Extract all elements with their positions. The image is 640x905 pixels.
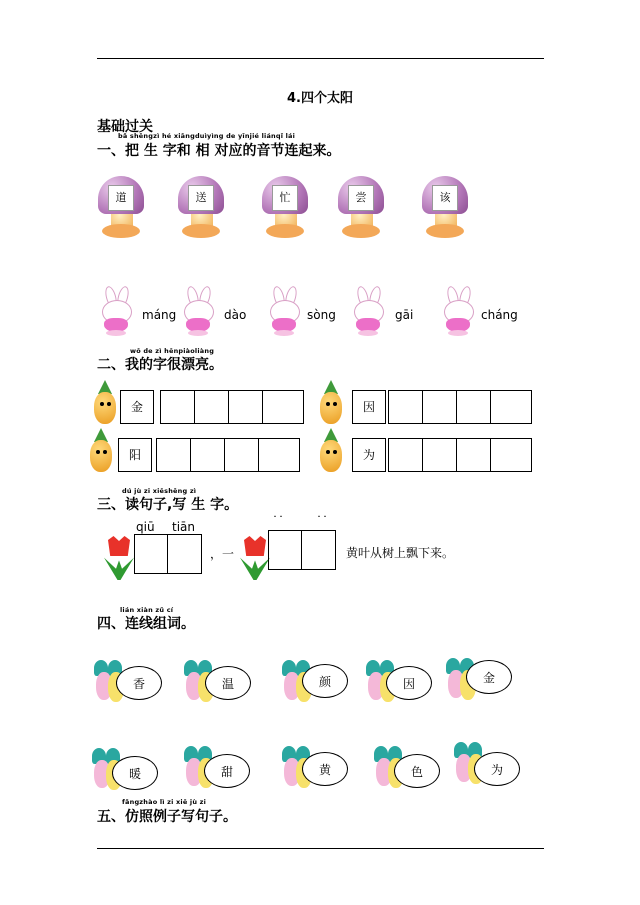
word-oval[interactable]: 黄: [302, 752, 348, 786]
mushroom-card[interactable]: [262, 176, 308, 240]
top-rule: [97, 58, 544, 59]
bottom-rule: [97, 848, 544, 849]
syllable[interactable]: sòng: [307, 308, 336, 322]
mushroom-char: 忙: [272, 185, 298, 211]
word-oval[interactable]: 暖: [112, 756, 158, 790]
section1-pinyin: bǎ shēngzì hé xiāngduìyìng de yīnjié liánqǐ lái: [118, 132, 296, 140]
word-oval[interactable]: 色: [394, 754, 440, 788]
pineapple-icon: [88, 428, 114, 476]
writing-grid[interactable]: [388, 390, 532, 424]
pinyin-tian: tiān: [172, 520, 195, 534]
syllable[interactable]: cháng: [481, 308, 518, 322]
word-oval[interactable]: 为: [474, 752, 520, 786]
mushroom-card[interactable]: [178, 176, 224, 240]
section3-pinyin: dú jù zi xiěshēng zì: [122, 487, 197, 495]
tulip-icon: [104, 536, 134, 580]
pineapple-icon: [92, 380, 118, 428]
pineapple-icon: [318, 428, 344, 476]
mushroom-char: 尝: [348, 185, 374, 211]
section2-pinyin: wǒ de zì hěnpiàoliàng: [130, 347, 215, 355]
model-char: 为: [352, 438, 386, 472]
syllable[interactable]: máng: [142, 308, 177, 322]
mushroom-char: 道: [108, 185, 134, 211]
writing-grid[interactable]: [388, 438, 532, 472]
writing-grid[interactable]: [160, 390, 304, 424]
section3-heading: 三、读句子,写 生 字。: [97, 497, 239, 513]
mushroom-card[interactable]: [98, 176, 144, 240]
model-char: 因: [352, 390, 386, 424]
section4-pinyin: lián xiàn zǔ cí: [120, 606, 174, 614]
section2-heading: 二、我的字很漂亮。: [97, 357, 223, 373]
word-oval[interactable]: 颜: [302, 664, 348, 698]
bunny-icon: [438, 286, 478, 336]
mushroom-card[interactable]: [422, 176, 468, 240]
tulip-icon: [240, 536, 270, 580]
section4-heading: 四、连线组词。: [97, 616, 195, 632]
mushroom-char: 该: [432, 185, 458, 211]
word-oval[interactable]: 金: [466, 660, 512, 694]
bunny-icon: [348, 286, 388, 336]
bunny-icon: [178, 286, 218, 336]
word-oval[interactable]: 香: [116, 666, 162, 700]
bunny-icon: [96, 286, 136, 336]
bunny-icon: [264, 286, 304, 336]
section5-heading: 五、仿照例子写句子。: [97, 809, 237, 825]
tianzige-box[interactable]: [134, 534, 202, 574]
page-title: 4.四个太阳: [287, 91, 353, 106]
word-oval[interactable]: 温: [205, 666, 251, 700]
mushroom-char: 送: [188, 185, 214, 211]
pinyin-qiu: qiū: [136, 520, 155, 534]
pineapple-icon: [318, 380, 344, 428]
tianzige-box[interactable]: [268, 530, 336, 570]
mushroom-card[interactable]: [338, 176, 384, 240]
syllable[interactable]: dào: [224, 308, 247, 322]
comma-yi: ，一: [210, 547, 235, 561]
tone-dots: ˙˙: [272, 514, 284, 528]
tone-dots: ˙˙: [316, 514, 328, 528]
syllable[interactable]: gāi: [395, 308, 414, 322]
sentence-rest: 黄叶从树上飘下来。: [346, 546, 455, 560]
model-char: 金: [120, 390, 154, 424]
section5-pinyin: fǎngzhào lì zi xiě jù zi: [122, 798, 207, 806]
word-oval[interactable]: 甜: [204, 754, 250, 788]
subtitle: 基础过关: [97, 119, 153, 135]
model-char: 阳: [118, 438, 152, 472]
word-oval[interactable]: 因: [386, 666, 432, 700]
writing-grid[interactable]: [156, 438, 300, 472]
section1-heading: 一、把 生 字和 相 对应的音节连起来。: [97, 143, 341, 159]
